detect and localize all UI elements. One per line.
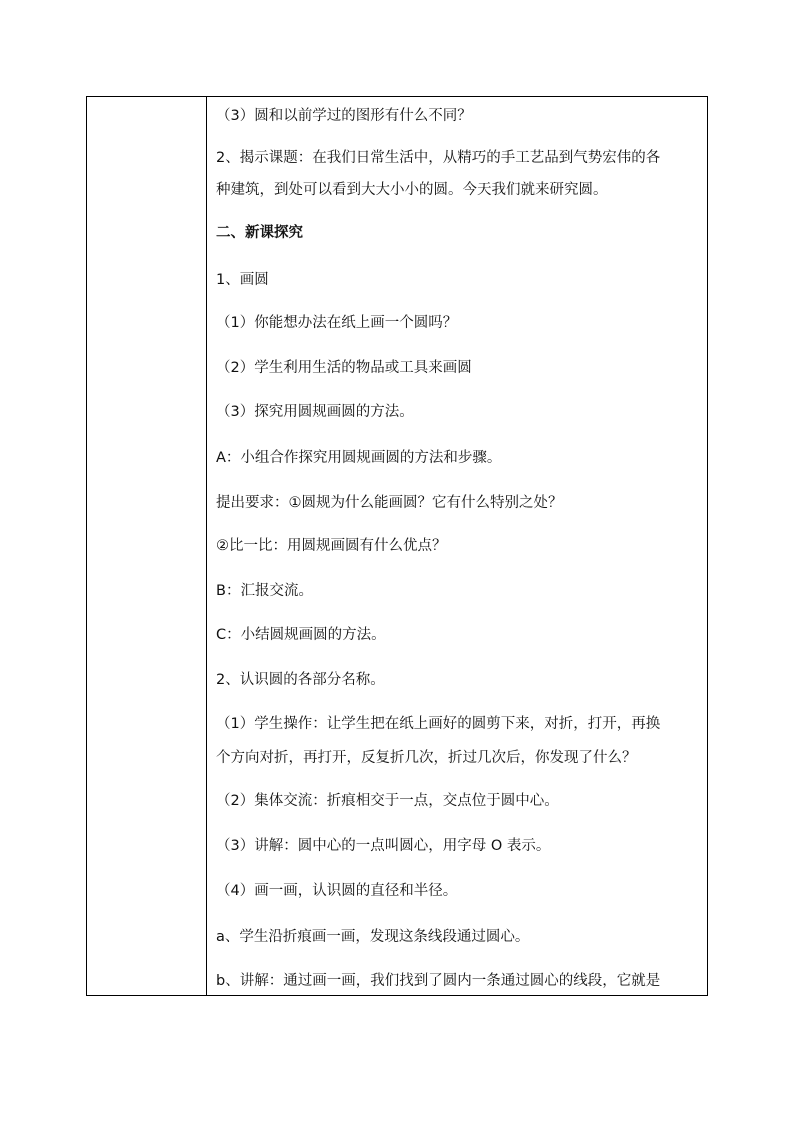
left-empty-column [87, 97, 207, 995]
section-heading-new-lesson: 二、新课探究 [216, 225, 303, 241]
draw-question-2: （2）学生利用生活的物品或工具来画圆 [216, 360, 472, 376]
report-exchange-line: B：汇报交流。 [216, 583, 313, 599]
lesson-plan-table [86, 96, 708, 996]
collective-exchange-line: （2）集体交流：折痕相交于一点，交点位于圆中心。 [216, 793, 559, 809]
draw-question-3: （3）探究用圆规画圆的方法。 [216, 404, 414, 420]
draw-question-1: （1）你能想办法在纸上画一个圆吗？ [216, 315, 458, 331]
lesson-content-column [207, 97, 709, 995]
student-fold-line: a、学生沿折痕画一画，发现这条线段通过圆心。 [216, 929, 530, 945]
draw-diameter-radius-line: （4）画一画，认识圆的直径和半径。 [216, 883, 458, 899]
step-draw-circle: 1、画圆 [216, 272, 269, 288]
explanation-continuation-line: b、讲解：通过画一画，我们找到了圆内一条通过圆心的线段，它就是 [216, 973, 661, 989]
student-operation-line-2: 个方向对折，再打开，反复折几次，折过几次后，你发现了什么？ [216, 750, 637, 766]
topic-intro-line-1: 2、揭示课题：在我们日常生活中，从精巧的手工艺品到气势宏伟的各 [216, 150, 661, 166]
summary-method-line: C：小结圆规画圆的方法。 [216, 627, 386, 643]
student-operation-line-1: （1）学生操作：让学生把在纸上画好的圆剪下来，对折，打开，再换 [216, 716, 661, 732]
circle-center-explanation: （3）讲解：圆中心的一点叫圆心，用字母 O 表示。 [216, 838, 551, 854]
requirement-line: 提出要求：①圆规为什么能画圆？它有什么特别之处？ [216, 495, 563, 511]
question-line-3: （3）圆和以前学过的图形有什么不同？ [216, 108, 472, 124]
group-explore-line: A：小组合作探究用圆规画圆的方法和步骤。 [216, 450, 502, 466]
recognize-parts-heading: 2、认识圆的各部分名称。 [216, 672, 385, 688]
comparison-line: ②比一比：用圆规画圆有什么优点？ [216, 538, 447, 554]
topic-intro-line-2: 种建筑，到处可以看到大大小小的圆。今天我们就来研究圆。 [216, 182, 608, 198]
